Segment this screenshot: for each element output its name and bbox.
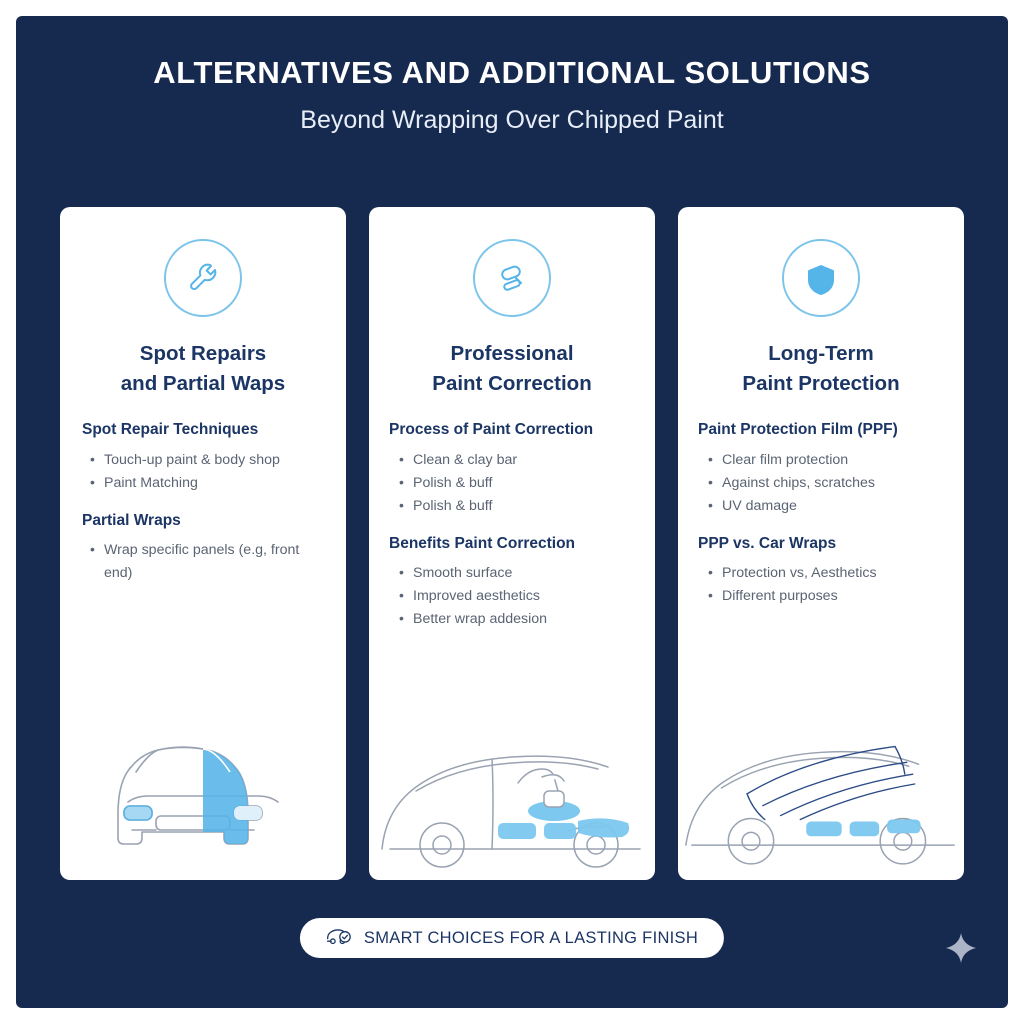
list-item: • Polish & buff (399, 472, 635, 495)
card-section (698, 420, 944, 517)
polisher-icon (473, 239, 551, 317)
card-title-line2: and Partial Waps (120, 371, 286, 395)
card-title (80, 339, 326, 398)
wrench-icon (164, 239, 242, 317)
cards-container (60, 207, 964, 880)
list-item: • Wrap specific panels (e.g, front end) (90, 539, 326, 585)
card-paint-protection[interactable] (678, 207, 964, 880)
section-heading: PPP vs. Car Wraps (698, 534, 837, 552)
card-title (389, 339, 635, 398)
list-item: • Touch-up paint & body shop (90, 449, 326, 472)
card-section (80, 511, 326, 585)
sparkle-icon (944, 931, 978, 970)
infographic-board (16, 16, 1008, 1008)
card-spot-repairs[interactable] (60, 207, 346, 880)
section-list (389, 449, 635, 518)
list-item: • Improved aesthetics (399, 585, 635, 608)
card-title-line2: Paint Correction (432, 371, 592, 395)
card-section (80, 420, 326, 494)
list-item: • Clear film protection (708, 449, 944, 472)
header (16, 16, 1008, 135)
list-item: • Clean & clay bar (399, 449, 635, 472)
card-icon-wrap (389, 239, 635, 317)
card-section (389, 534, 635, 631)
list-item: • Polish & buff (399, 495, 635, 518)
page-subtitle: Beyond Wrapping Over Chipped Paint (300, 106, 724, 135)
section-list (698, 449, 944, 518)
card-icon-wrap (80, 239, 326, 317)
section-heading: Process of Paint Correction (389, 421, 594, 439)
section-heading: Spot Repair Techniques (82, 421, 259, 439)
list-item: • UV damage (708, 495, 944, 518)
car-check-icon (326, 926, 352, 951)
shield-icon (782, 239, 860, 317)
section-list (80, 449, 326, 495)
card-title-line1: Professional (450, 342, 574, 365)
card-section (389, 420, 635, 517)
list-item: • Protection vs, Aesthetics (708, 562, 944, 585)
section-heading: Paint Protection Film (PPF) (698, 421, 898, 439)
card-title-line1: Spot Repairs (139, 342, 267, 365)
card-title (698, 339, 944, 398)
section-list (80, 539, 326, 585)
footer-badge[interactable] (300, 918, 724, 958)
list-item: • Better wrap addesion (399, 608, 635, 631)
list-item: • Smooth surface (399, 562, 635, 585)
section-list (389, 562, 635, 631)
footer-label: SMART CHOICES FOR A LASTING FINISH (363, 928, 699, 947)
section-list (698, 562, 944, 608)
card-title-line2: Paint Protection (742, 371, 900, 395)
card-icon-wrap (698, 239, 944, 317)
card-section (698, 534, 944, 608)
page-title: ALTERNATIVES AND ADDITIONAL SOLUTIONS (153, 55, 871, 90)
card-title-line1: Long-Term (768, 342, 874, 365)
section-heading: Benefits Paint Correction (389, 534, 576, 552)
car-with-film-illustration (678, 674, 964, 874)
list-item: • Paint Matching (90, 472, 326, 495)
list-item: • Different purposes (708, 585, 944, 608)
list-item: • Against chips, scratches (708, 472, 944, 495)
car-front-half-wrapped-illustration (60, 674, 346, 874)
card-paint-correction[interactable] (369, 207, 655, 880)
car-hood-polishing-illustration (369, 674, 655, 874)
section-heading: Partial Wraps (82, 511, 181, 529)
